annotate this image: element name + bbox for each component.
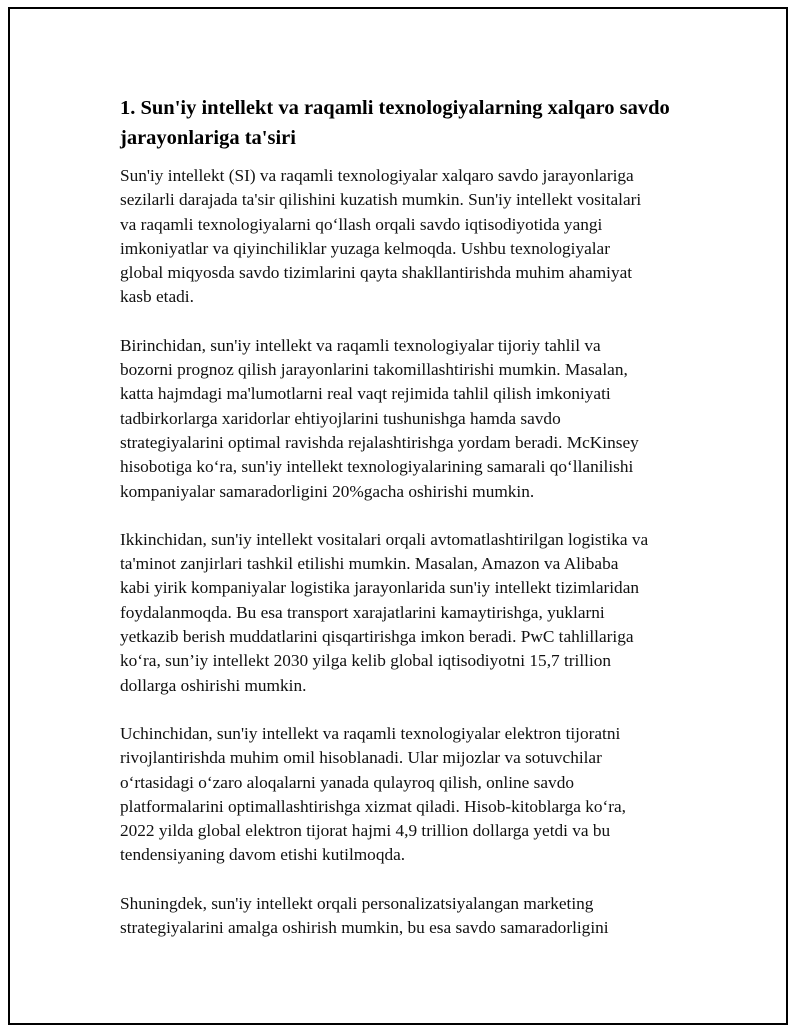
- document-body: [120, 93, 700, 964]
- paragraph-third: Uchinchidan, sun'iy intellekt va raqamli texnologiyalar elektron tijoratni rivojlantirishda muhim omil hisoblanadi. Ular mijozlar va sotuvchilar o‘rtasidagi o‘zaro aloqalarni yanada qulayroq qilish, online savdo platformalarini optimallashtirishga xizmat qiladi. Hisob-kitoblarga ko‘ra, 2022 yilda global elektron tijorat hajmi 4,9 trillion dollarga yetdi va bu tendensiyaning davom etishi kutilmoqda.: [120, 723, 626, 865]
- paragraph-first: Birinchidan, sun'iy intellekt va raqamli texnologiyalar tijoriy tahlil va bozorni prognoz qilish jarayonlarini takomillashtirishi mumkin. Masalan, katta hajmdagi ma'lumotlarni real vaqt rejimida tahlil qilish imkoniyati tadbirkorlarga xaridorlar ehtiyojlarini tushunishga hamda savdo strategiyalarini optimal ravishda rejalashtirishga yordam beradi. McKinsey hisobotiga ko‘ra, sun'iy intellekt texnologiyalarining samarali qo‘llanilishi kompaniyalar samaradorligini 20%gacha oshirishi mumkin.: [120, 335, 639, 501]
- paragraph-additionally: Shuningdek, sun'iy intellekt orqali personalizatsiyalangan marketing strategiyalarini amalga oshirish mumkin, bu esa savdo samaradorligini: [120, 893, 609, 938]
- page-frame: [8, 7, 788, 1025]
- paragraph-intro: Sun'iy intellekt (SI) va raqamli texnologiyalar xalqaro savdo jarayonlariga sezilarli darajada ta'sir qilishini kuzatish mumkin. Sun'iy intellekt vositalari va raqamli texnologiyalarni qo‘llash orqali savdo iqtisodiyotida yangi imkoniyatlar va qiyinchiliklar yuzaga kelmoqda. Ushbu texnologiyalar global miqyosda savdo tizimlarini qayta shakllantirishda muhim ahamiyat kasb etadi.: [120, 166, 642, 307]
- paragraph-second: Ikkinchidan, sun'iy intellekt vositalari orqali avtomatlashtirilgan logistika va ta'minot zanjirlari tashkil etilishi mumkin. Masalan, Amazon va Alibaba kabi yirik kompaniyalar logistika jarayonlarida sun'iy intellekt tizimlaridan foydalanmoqda. Bu esa transport xarajatlarini kamaytirishga, yuklarni yetkazib berish muddatlarini qisqartirishga imkon beradi. PwC tahlillariga ko‘ra, sun’iy intellekt 2030 yilga kelib global iqtisodiyotni 15,7 trillion dollarga oshirishi mumkin.: [120, 529, 649, 695]
- section-heading: 1. Sun'iy intellekt va raqamli texnologiyalarning xalqaro savdo jarayonlariga ta'siri: [120, 97, 670, 149]
